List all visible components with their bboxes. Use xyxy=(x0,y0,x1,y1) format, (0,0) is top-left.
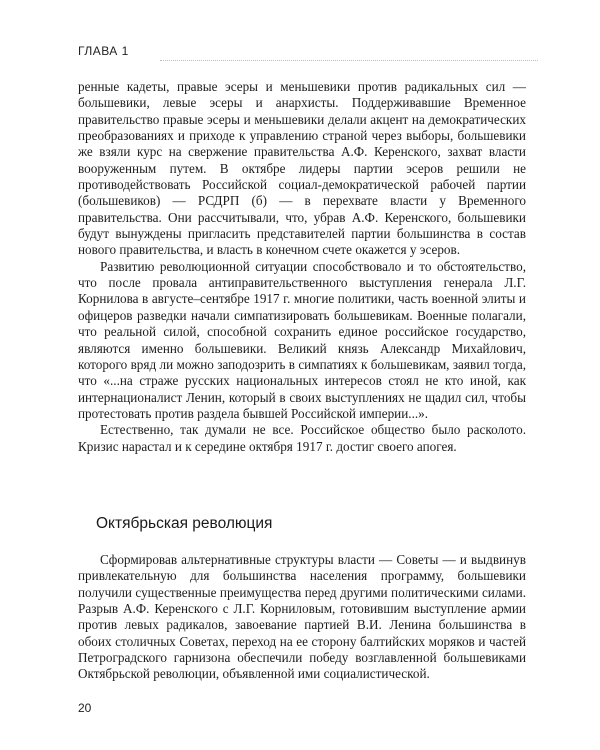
running-head: ГЛАВА 1 xyxy=(78,44,129,58)
text-block-after-section xyxy=(78,552,526,683)
section-heading: Октябрьская революция xyxy=(96,515,273,532)
paragraph: Сформировав альтернативные структуры власти — Советы — и выдвинув привлекательную для большинства населения программу, большевики получили существенные преимущества перед другими политическими силами. Разрыв А.Ф. Керенского с Л.Г. Корниловым, готовившим выступление армии против левых радикалов, завоевание партией В.И. Ленина большинства в обоих столичных Советах, переход на ее сторону балтийских моряков и частей Петроградского гарнизона обеспечили победу возглавленной большевиками Октябрьской революции, объявленной ими социалистической. xyxy=(78,552,526,682)
paragraph: Естественно, так думали не все. Российское общество было расколото. Кризис нарастал и к середине октября 1917 г. достиг своего апогея. xyxy=(78,422,526,454)
paragraph: ренные кадеты, правые эсеры и меньшевики против радикальных сил — большевики, левые эсеры и анархисты. Поддерживавшие Временное правительство правые эсеры и меньшевики делали акцент на демократических преобразованиях и приходе к управлению страной через выборы, большевики же взяли курс на свержение правительства А.Ф. Керенского, захват власти вооруженным путем. В октябре лидеры партии эсеров решили не противодействовать Российской социал-демократической рабочей партии (большевиков) — РСДРП (б) — в перехвате власти у Временного правительства. Они рассчитывали, что, убрав А.Ф. Керенского, большевики будут вынуждены пригласить представителей партии большинства в состав нового правительства, и власть в конечном счете окажется у эсеров. xyxy=(78,79,526,258)
text-block-before-section xyxy=(78,79,526,455)
header-rule xyxy=(160,60,538,61)
paragraph: Развитию революционной ситуации способствовало и то обстоятельство, что после провала антиправительственного выступления генерала Л.Г. Корнилова в августе–сентябре 1917 г. многие политики, часть военной элиты и офицеров разведки начали симпатизировать большевикам. Военные полагали, что реальной силой, способной сохранить единое российское государство, являются именно большевики. Великий князь Александр Михайлович, которого вряд ли можно заподозрить в симпатиях к большевикам, заявил тогда, что «...на страже русских национальных интересов стоял не кто иной, как интернационалист Ленин, который в своих выступлениях не щадил сил, чтобы протестовать против раздела бывшей Российской империи...». xyxy=(78,258,526,421)
page-number: 20 xyxy=(78,701,92,715)
